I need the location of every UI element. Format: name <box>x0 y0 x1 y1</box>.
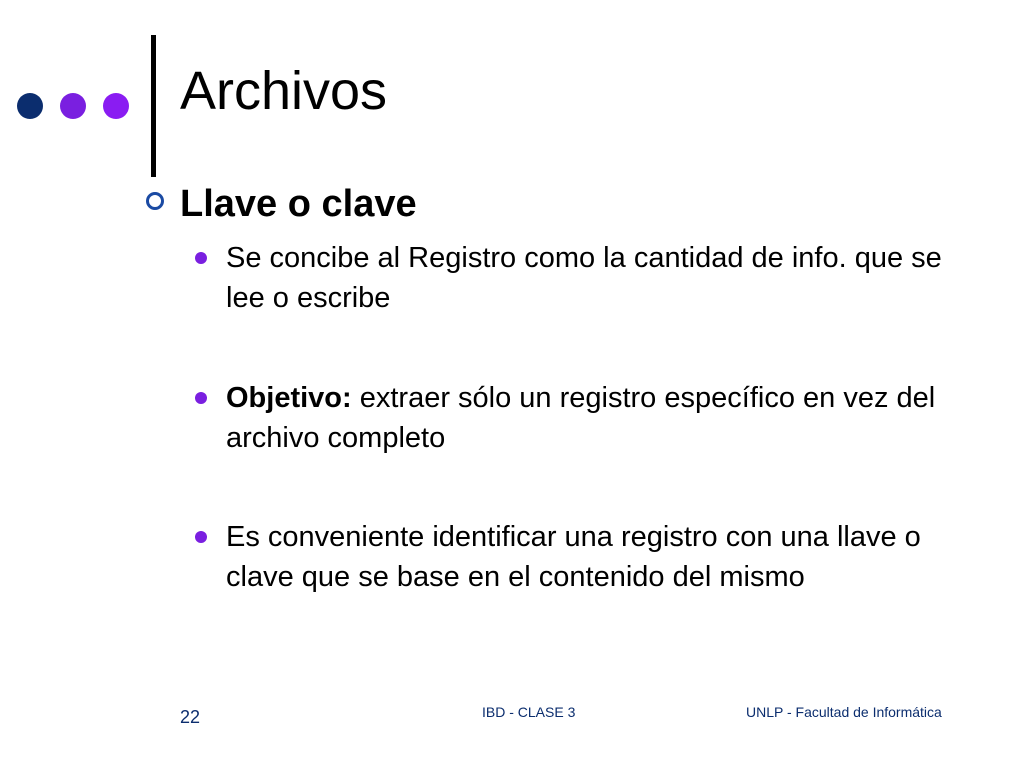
footer-course: IBD - CLASE 3 <box>482 704 576 720</box>
decor-dot-violet <box>103 93 129 119</box>
bullet-dot-icon <box>195 531 207 543</box>
title-divider-line <box>151 35 156 177</box>
slide-heading: Llave o clave <box>180 183 417 225</box>
bullet-dot-icon <box>195 252 207 264</box>
footer-institution: UNLP - Facultad de Informática <box>746 704 942 720</box>
page-number: 22 <box>180 707 201 727</box>
decor-dot-purple <box>60 93 86 119</box>
item-text: Se concibe al Registro como la cantidad de info. que se lee o escribe <box>226 242 942 314</box>
list-item <box>226 378 986 458</box>
item-text: Es conveniente identificar una registro con una llave o clave que se base en el contenido del mismo <box>226 521 921 593</box>
item-bold-label: Objetivo: <box>226 382 352 414</box>
bullet-dot-icon <box>195 392 207 404</box>
ring-bullet-icon <box>146 192 164 210</box>
slide-title: Archivos <box>180 61 388 121</box>
item-text: extraer sólo un registro específico en vez del archivo completo <box>226 382 936 454</box>
decor-dot-dark-blue <box>17 93 43 119</box>
list-item <box>226 238 986 318</box>
list-item <box>226 517 956 597</box>
